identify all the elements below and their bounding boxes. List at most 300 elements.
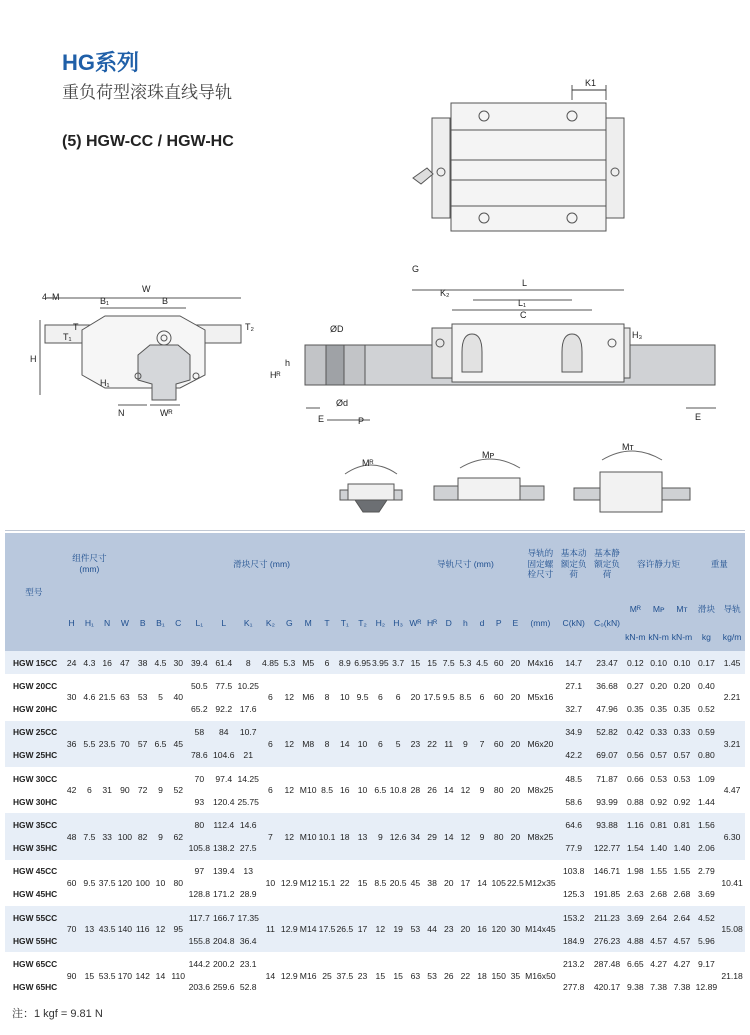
data-cell: 21.5 — [98, 674, 116, 720]
label-l1: L₁ — [518, 298, 527, 308]
data-cell: 10.7 — [236, 721, 260, 744]
label-b: B — [162, 296, 169, 306]
data-cell: 6.5 — [371, 767, 389, 813]
data-cell: 28 — [407, 767, 424, 813]
data-cell: 5.5 — [81, 721, 99, 767]
data-cell: 0.53 — [647, 767, 670, 790]
data-cell: 63 — [407, 952, 424, 998]
data-cell: M10 — [298, 767, 318, 813]
label-e-right: E — [695, 412, 702, 422]
data-cell: 52.8 — [236, 976, 260, 999]
label-hr: Hᴿ — [270, 370, 281, 380]
data-cell: 14 — [440, 813, 457, 859]
data-cell: 72 — [134, 767, 152, 813]
data-cell: 4.5 — [152, 651, 170, 674]
data-cell: 21 — [236, 744, 260, 767]
label-wr: Wᴿ — [160, 408, 173, 418]
data-cell: 23 — [354, 952, 372, 998]
data-cell: 11 — [440, 721, 457, 767]
data-cell: 15 — [354, 860, 372, 906]
data-cell: 15.08 — [719, 906, 745, 952]
data-cell: 10 — [354, 767, 372, 813]
data-cell: 8.9 — [336, 651, 354, 674]
group-bolt: 导轨的固定螺栓尺寸 — [524, 533, 557, 595]
data-cell: 22 — [336, 860, 354, 906]
label-b1: B₁ — [100, 296, 110, 306]
data-cell: 34 — [407, 813, 424, 859]
sub-header: H₃ — [389, 595, 407, 651]
sub-header: E — [507, 595, 524, 651]
data-cell: 38 — [424, 860, 441, 906]
data-cell: 0.92 — [670, 790, 693, 813]
sub-header: N — [98, 595, 116, 651]
data-cell: 105.8 — [187, 837, 211, 860]
data-cell: 2.68 — [647, 883, 670, 906]
data-cell: 26.5 — [336, 906, 354, 952]
unit-header: kN-m — [647, 623, 670, 651]
data-cell: 24 — [63, 651, 81, 674]
data-cell: 14.25 — [236, 767, 260, 790]
data-cell: M10 — [298, 813, 318, 859]
series-title: HG系列 — [62, 50, 140, 75]
data-cell: 6 — [389, 674, 407, 720]
spec-table-body — [5, 651, 745, 999]
data-cell: 39.4 — [187, 651, 211, 674]
label-t2: T₂ — [245, 322, 254, 332]
data-cell: 200.2 — [212, 952, 236, 975]
data-cell: 70 — [116, 721, 134, 767]
data-cell: 0.12 — [624, 651, 647, 674]
sub-header: C₀(kN) — [590, 595, 623, 651]
data-cell: 1.40 — [670, 837, 693, 860]
group-moment: 容许静力矩 — [624, 533, 694, 595]
label-t1: T₁ — [63, 332, 72, 342]
data-cell: 10 — [260, 860, 280, 906]
data-cell: 0.57 — [647, 744, 670, 767]
data-cell: 2.06 — [694, 837, 720, 860]
data-cell: 1.55 — [670, 860, 693, 883]
data-cell: M5x16 — [524, 674, 557, 720]
data-cell: 259.6 — [212, 976, 236, 999]
data-cell: 5.3 — [457, 651, 474, 674]
data-cell: 287.48 — [590, 952, 623, 975]
group-weight: 重量 — [694, 533, 745, 595]
sub-header: M — [298, 595, 318, 651]
model-name-cell: HGW 30CC — [5, 767, 63, 790]
data-cell: 42.2 — [557, 744, 590, 767]
data-cell: 97.4 — [212, 767, 236, 790]
data-cell: 3.69 — [694, 883, 720, 906]
unit-header: kN-m — [624, 623, 647, 651]
table-row — [5, 674, 745, 697]
data-cell: 17.5 — [424, 674, 441, 720]
data-cell: 6 — [260, 721, 280, 767]
data-cell: 64.6 — [557, 813, 590, 836]
model-line: (5) HGW-CC / HGW-HC — [62, 133, 234, 150]
front-view — [40, 298, 241, 405]
model-name-cell: HGW 25HC — [5, 744, 63, 767]
data-cell: 9.17 — [694, 952, 720, 975]
data-cell: M14 — [298, 906, 318, 952]
data-cell: 90 — [116, 767, 134, 813]
data-cell: 12 — [152, 906, 170, 952]
sub-header: T₁ — [336, 595, 354, 651]
sub-header: B₁ — [152, 595, 170, 651]
data-cell: 32.7 — [557, 697, 590, 720]
data-cell: 12.9 — [280, 952, 298, 998]
data-cell: 77.5 — [212, 674, 236, 697]
data-cell: 61.4 — [212, 651, 236, 674]
data-cell: 0.33 — [647, 721, 670, 744]
label-e-left: E — [318, 414, 325, 424]
data-cell: 13 — [354, 813, 372, 859]
data-cell: 171.2 — [212, 883, 236, 906]
data-cell: 9.5 — [440, 674, 457, 720]
data-cell: 29 — [424, 813, 441, 859]
data-cell: 2.63 — [624, 883, 647, 906]
data-cell: 22 — [424, 721, 441, 767]
moment-icons — [340, 451, 690, 512]
sub-header: h — [457, 595, 474, 651]
data-cell: 9 — [457, 721, 474, 767]
data-cell: 100 — [116, 813, 134, 859]
data-cell: 6 — [371, 721, 389, 767]
data-cell: 25.75 — [236, 790, 260, 813]
data-cell: 70 — [63, 906, 81, 952]
data-cell: 9 — [474, 813, 491, 859]
data-cell: 3.95 — [371, 651, 389, 674]
data-cell: 17 — [354, 906, 372, 952]
data-cell: 35 — [507, 952, 524, 998]
data-cell: 12 — [457, 813, 474, 859]
data-cell: M4x16 — [524, 651, 557, 674]
table-row — [5, 906, 745, 929]
data-cell: 139.4 — [212, 860, 236, 883]
model-name-cell: HGW 65HC — [5, 976, 63, 999]
data-cell: 14 — [152, 952, 170, 998]
data-cell: 166.7 — [212, 906, 236, 929]
data-cell: 8.5 — [318, 767, 336, 813]
data-cell: 20 — [457, 906, 474, 952]
sub-header: Mᴿ — [624, 595, 647, 623]
table-row — [5, 721, 745, 744]
data-cell: 12.6 — [389, 813, 407, 859]
data-cell: 9.5 — [81, 860, 99, 906]
section-divider — [5, 530, 745, 531]
data-cell: 6.95 — [354, 651, 372, 674]
data-cell: 60 — [63, 860, 81, 906]
data-cell: 20 — [507, 674, 524, 720]
model-name-cell: HGW 65CC — [5, 952, 63, 975]
spec-table — [5, 533, 745, 999]
data-cell: 0.88 — [624, 790, 647, 813]
sub-header: W — [116, 595, 134, 651]
label-h: H — [30, 354, 37, 364]
label-k1: K1 — [585, 78, 597, 88]
side-view — [305, 290, 716, 420]
label-n: N — [118, 408, 125, 418]
label-c: C — [520, 310, 527, 320]
data-cell: 23 — [440, 906, 457, 952]
data-cell: 14.6 — [236, 813, 260, 836]
data-cell: 23.1 — [236, 952, 260, 975]
group-block: 滑块尺寸 (mm) — [116, 533, 407, 595]
data-cell: 6.30 — [719, 813, 745, 859]
data-cell: 8 — [318, 721, 336, 767]
data-cell: M16x50 — [524, 952, 557, 998]
sub-header: (mm) — [524, 595, 557, 651]
data-cell: 10 — [152, 860, 170, 906]
data-cell: 170 — [116, 952, 134, 998]
data-cell: 2.68 — [670, 883, 693, 906]
data-cell: 36.4 — [236, 929, 260, 952]
model-name-cell: HGW 25CC — [5, 721, 63, 744]
data-cell: 4.5 — [474, 651, 491, 674]
data-cell: 71.87 — [590, 767, 623, 790]
data-cell: 0.10 — [670, 651, 693, 674]
data-cell: 5.96 — [694, 929, 720, 952]
data-cell: 110 — [169, 952, 187, 998]
group-assembly: 组件尺寸 (mm) — [63, 533, 116, 595]
data-cell: 7 — [474, 721, 491, 767]
data-cell: 20 — [440, 860, 457, 906]
data-cell: 20 — [507, 721, 524, 767]
sub-header: G — [280, 595, 298, 651]
data-cell: 0.10 — [647, 651, 670, 674]
data-cell: 65.2 — [187, 697, 211, 720]
data-cell: 103.8 — [557, 860, 590, 883]
data-cell: 60 — [490, 721, 507, 767]
data-cell: 2.64 — [670, 906, 693, 929]
data-cell: 7 — [260, 813, 280, 859]
data-cell: 0.33 — [670, 721, 693, 744]
data-cell: 140 — [116, 906, 134, 952]
data-cell: 16 — [98, 651, 116, 674]
data-cell: 53 — [134, 674, 152, 720]
data-cell: 11 — [260, 906, 280, 952]
data-cell: 78.6 — [187, 744, 211, 767]
data-cell: 10.25 — [236, 674, 260, 697]
data-cell: 15 — [407, 651, 424, 674]
model-name-cell: HGW 45HC — [5, 883, 63, 906]
data-cell: 104.6 — [212, 744, 236, 767]
col-model: 型号 — [5, 533, 63, 651]
data-cell: 1.44 — [694, 790, 720, 813]
data-cell: 6 — [81, 767, 99, 813]
data-cell: 0.57 — [670, 744, 693, 767]
data-cell: 9.38 — [624, 976, 647, 999]
data-cell: 6.65 — [624, 952, 647, 975]
data-cell: 277.8 — [557, 976, 590, 999]
data-cell: 27.5 — [236, 837, 260, 860]
data-cell: 52 — [169, 767, 187, 813]
data-cell: 0.40 — [694, 674, 720, 697]
data-cell: 43.5 — [98, 906, 116, 952]
sub-header: C — [169, 595, 187, 651]
data-cell: 9.5 — [354, 674, 372, 720]
data-cell: 8 — [236, 651, 260, 674]
data-cell: 84 — [212, 721, 236, 744]
data-cell: 144.2 — [187, 952, 211, 975]
data-cell: 6 — [260, 674, 280, 720]
sub-header: Hᴿ — [424, 595, 441, 651]
data-cell: 9 — [152, 813, 170, 859]
data-cell: 14.7 — [557, 651, 590, 674]
top-view — [413, 85, 624, 231]
data-cell: 1.98 — [624, 860, 647, 883]
group-c-dyn: 基本动额定负荷 — [557, 533, 590, 595]
data-cell: 53 — [424, 952, 441, 998]
data-cell: 27.1 — [557, 674, 590, 697]
label-d-small: Ød — [336, 398, 349, 408]
data-cell: 120 — [116, 860, 134, 906]
sub-header: C(kN) — [557, 595, 590, 651]
data-cell: 0.35 — [670, 697, 693, 720]
data-cell: 26 — [424, 767, 441, 813]
data-cell: 7.38 — [670, 976, 693, 999]
data-cell: M12 — [298, 860, 318, 906]
data-cell: 31 — [98, 767, 116, 813]
data-cell: 4.57 — [670, 929, 693, 952]
data-cell: 15 — [389, 952, 407, 998]
data-cell: 53.5 — [98, 952, 116, 998]
data-cell: 7.5 — [81, 813, 99, 859]
data-cell: 25 — [318, 952, 336, 998]
data-cell: 45 — [169, 721, 187, 767]
data-cell: 3.21 — [719, 721, 745, 767]
data-cell: M8 — [298, 721, 318, 767]
label-t: T — [73, 322, 79, 332]
model-name-cell: HGW 55HC — [5, 929, 63, 952]
data-cell: 17 — [457, 860, 474, 906]
data-cell: 80 — [490, 767, 507, 813]
data-cell: 19 — [389, 906, 407, 952]
data-cell: 20 — [507, 651, 524, 674]
data-cell: 12 — [457, 767, 474, 813]
label-4m: 4–M — [42, 292, 60, 302]
data-cell: 1.09 — [694, 767, 720, 790]
data-cell: 6.5 — [152, 721, 170, 767]
data-cell: 30 — [63, 674, 81, 720]
data-cell: 18 — [336, 813, 354, 859]
data-cell: 213.2 — [557, 952, 590, 975]
data-cell: 16 — [336, 767, 354, 813]
sub-header-row — [5, 595, 745, 623]
sub-header: D — [440, 595, 457, 651]
data-cell: 116 — [134, 906, 152, 952]
data-cell: 15 — [81, 952, 99, 998]
sub-header: K₂ — [260, 595, 280, 651]
data-cell: 6 — [474, 674, 491, 720]
label-mp: Mᴘ — [482, 450, 495, 460]
spec-table-container — [5, 533, 745, 999]
data-cell: 26 — [440, 952, 457, 998]
sub-header: d — [474, 595, 491, 651]
series-subtitle: 重负荷型滚珠直线导轨 — [62, 83, 232, 102]
data-cell: 22.5 — [507, 860, 524, 906]
data-cell: 37.5 — [336, 952, 354, 998]
label-h1: H₁ — [100, 378, 110, 388]
data-cell: 184.9 — [557, 929, 590, 952]
data-cell: 14 — [336, 721, 354, 767]
data-cell: 33 — [98, 813, 116, 859]
data-cell: 60 — [490, 651, 507, 674]
data-cell: 70 — [187, 767, 211, 790]
data-cell: 0.81 — [647, 813, 670, 836]
table-row — [5, 813, 745, 836]
data-cell: 50.5 — [187, 674, 211, 697]
data-cell: 13 — [236, 860, 260, 883]
data-cell: 122.77 — [590, 837, 623, 860]
sub-header: L — [212, 595, 236, 651]
data-cell: 12 — [280, 721, 298, 767]
label-l: L — [522, 278, 528, 288]
data-cell: 52.82 — [590, 721, 623, 744]
data-cell: 48 — [63, 813, 81, 859]
sub-header: P — [490, 595, 507, 651]
table-row — [5, 767, 745, 790]
data-cell: 3.7 — [389, 651, 407, 674]
data-cell: 34.9 — [557, 721, 590, 744]
data-cell: 37.5 — [98, 860, 116, 906]
data-cell: M6 — [298, 674, 318, 720]
unit-header: kg/m — [719, 623, 745, 651]
data-cell: 22 — [457, 952, 474, 998]
data-cell: 0.81 — [670, 813, 693, 836]
data-cell: 4.57 — [647, 929, 670, 952]
data-cell: 53 — [407, 906, 424, 952]
data-cell: 112.4 — [212, 813, 236, 836]
data-cell: 18 — [474, 952, 491, 998]
data-cell: 93.88 — [590, 813, 623, 836]
data-cell: 5.3 — [280, 651, 298, 674]
data-cell: 204.8 — [212, 929, 236, 952]
data-cell: 420.17 — [590, 976, 623, 999]
data-cell: 1.40 — [647, 837, 670, 860]
data-cell: 90 — [63, 952, 81, 998]
data-cell: 16 — [474, 906, 491, 952]
data-cell: 62 — [169, 813, 187, 859]
data-cell: 36.68 — [590, 674, 623, 697]
data-cell: 150 — [490, 952, 507, 998]
data-cell: 44 — [424, 906, 441, 952]
sub-header: Mᴘ — [647, 595, 670, 623]
data-cell: 0.80 — [694, 744, 720, 767]
data-cell: 211.23 — [590, 906, 623, 929]
data-cell: 0.59 — [694, 721, 720, 744]
data-cell: 14 — [440, 767, 457, 813]
data-cell: 0.56 — [624, 744, 647, 767]
data-cell: 20 — [507, 813, 524, 859]
data-cell: 2.64 — [647, 906, 670, 929]
data-cell: 80 — [187, 813, 211, 836]
sub-header: H₂ — [371, 595, 389, 651]
data-cell: 117.7 — [187, 906, 211, 929]
sub-header: H₁ — [81, 595, 99, 651]
data-cell: 0.20 — [647, 674, 670, 697]
data-cell: 21.18 — [719, 952, 745, 998]
data-cell: M5 — [298, 651, 318, 674]
data-cell: 95 — [169, 906, 187, 952]
data-cell: 58.6 — [557, 790, 590, 813]
data-cell: 155.8 — [187, 929, 211, 952]
sub-header: L₁ — [187, 595, 211, 651]
data-cell: 12 — [280, 674, 298, 720]
data-cell: 120.4 — [212, 790, 236, 813]
data-cell: 9 — [474, 767, 491, 813]
sub-header: T — [318, 595, 336, 651]
data-cell: 128.8 — [187, 883, 211, 906]
